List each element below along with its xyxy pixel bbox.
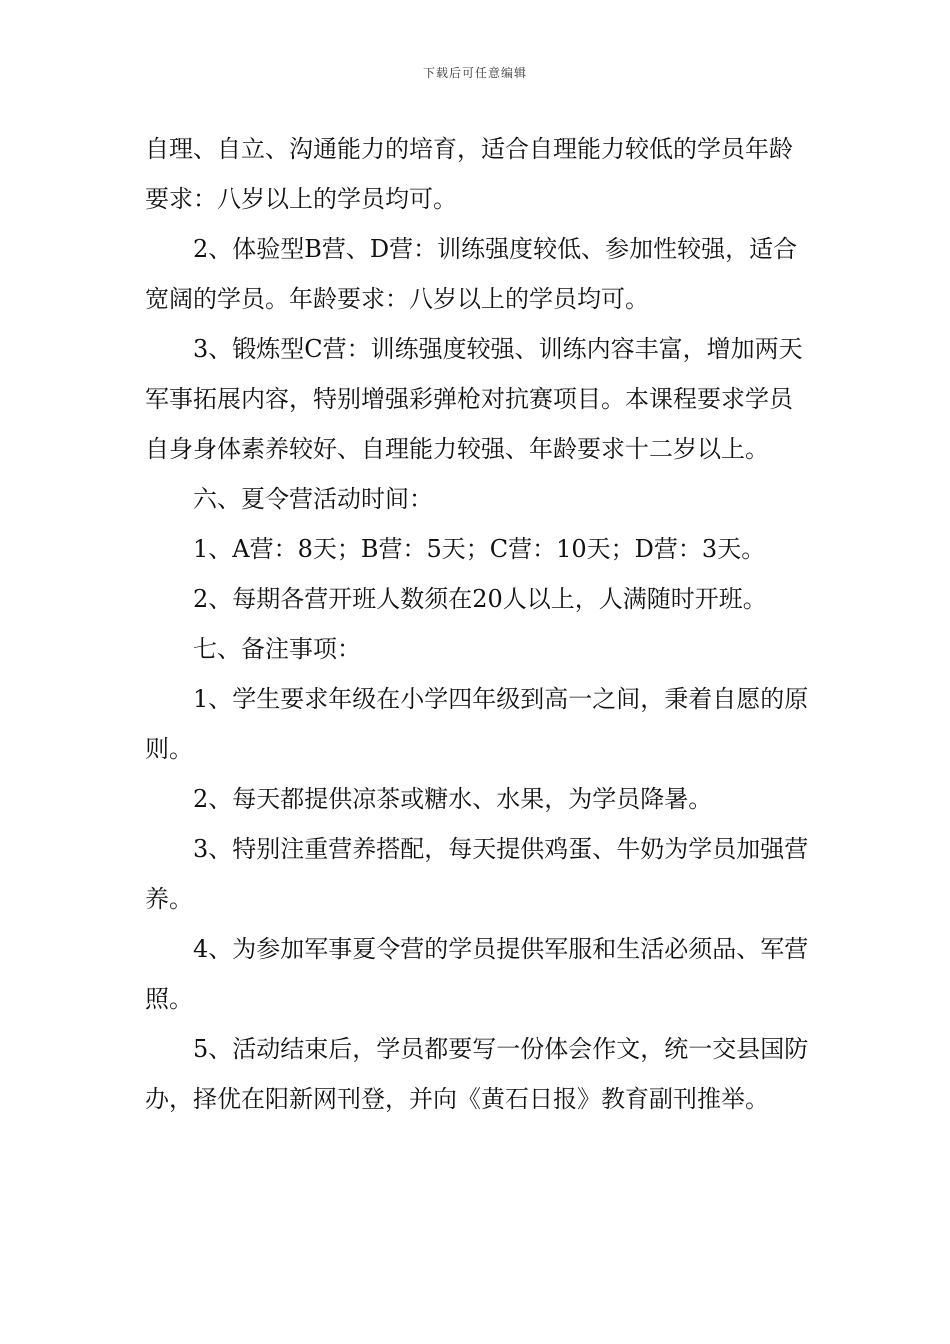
paragraph: 3、锻炼型C营：训练强度较强、训练内容丰富，增加两天军事拓展内容，特别增强彩弹枪对抗赛项目。本课程要求学员自身身体素养较好、自理能力较强、年龄要求十二岁以上。 [145,335,803,463]
paragraph: 2、每期各营开班人数须在20人以上，人满随时开班。 [193,585,767,613]
paragraph: 自理、自立、沟通能力的培育，适合自理能力较低的学员年龄要求：八岁以上的学员均可。 [145,135,793,213]
page-header: 下载后可任意编辑 [422,66,527,80]
paragraph: 2、体验型B营、D营：训练强度较低、参加性较强，适合宽阔的学员。年龄要求：八岁以上的学员均可。 [145,235,798,313]
section-heading: 七、备注事项： [193,635,361,663]
paragraph: 1、学生要求年级在小学四年级到高一之间，秉着自愿的原则。 [145,685,809,763]
paragraph: 4、为参加军事夏令营的学员提供军服和生活必须品、军营照。 [145,935,809,1013]
paragraph: 1、A营：8天；B营：5天；C营：10天；D营：3天。 [193,535,766,563]
paragraph: 5、活动结束后，学员都要写一份体会作文，统一交县国防办，择优在阳新网刊登，并向《黄石日报》教育副刊推举。 [145,1035,809,1113]
document-body [145,124,810,1124]
paragraph: 3、特别注重营养搭配，每天提供鸡蛋、牛奶为学员加强营养。 [145,835,809,913]
paragraph: 2、每天都提供凉茶或糖水、水果，为学员降暑。 [193,785,713,813]
section-heading: 六、夏令营活动时间： [193,485,433,513]
